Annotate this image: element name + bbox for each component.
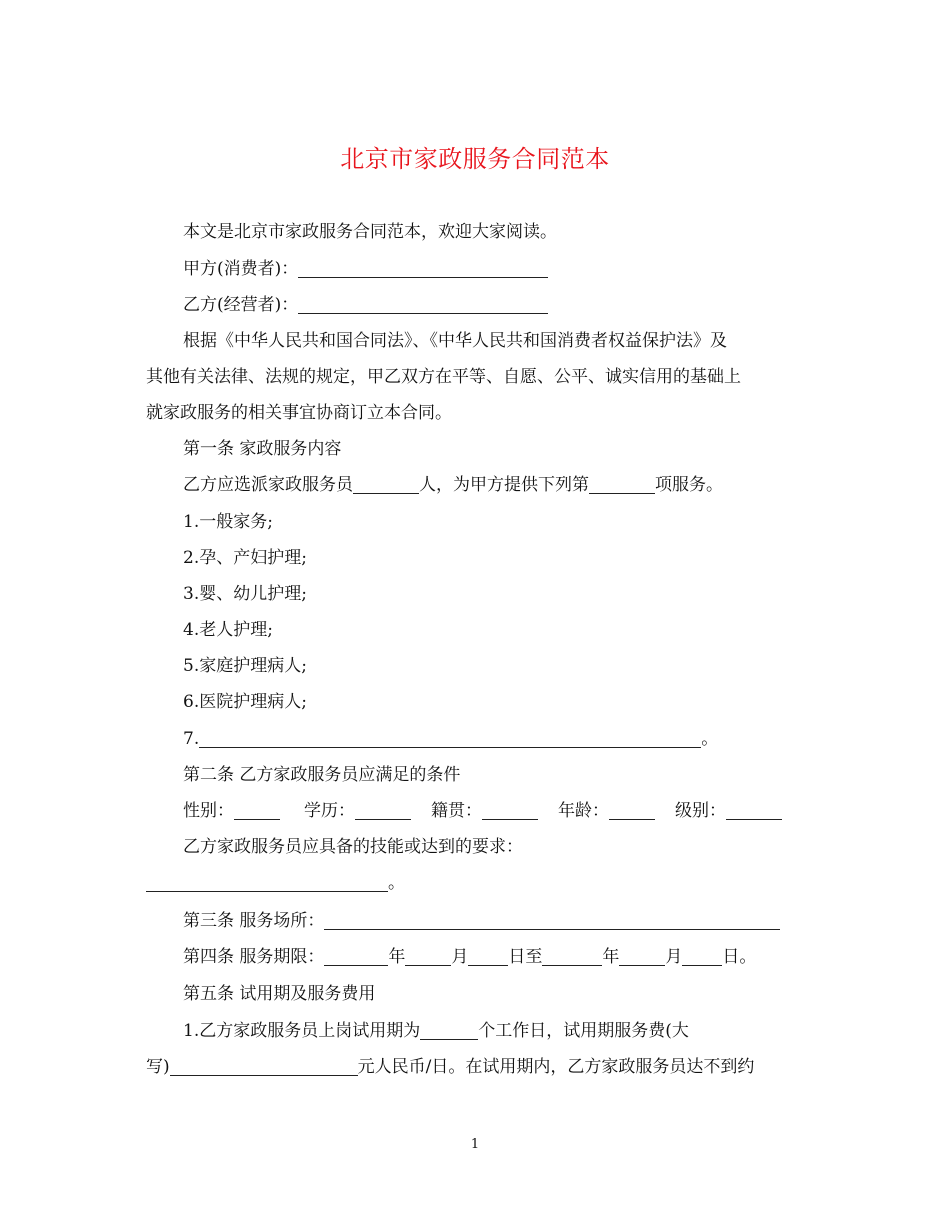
preamble-line-3: 就家政服务的相关事宜协商订立本合同。 <box>146 403 452 423</box>
skills-blank <box>146 869 388 892</box>
start-year: 年 <box>388 947 406 967</box>
item7-prefix: 7. <box>183 729 200 749</box>
trial-part-a: 1.乙方家政服务员上岗试用期为 <box>183 1021 421 1041</box>
gender-label: 性别： <box>183 801 234 821</box>
end-year: 年 <box>602 947 620 967</box>
trial-line-2 <box>146 1049 806 1085</box>
start-day-to: 日至 <box>508 947 543 967</box>
article-3-label: 第三条 服务场所： <box>183 911 325 931</box>
list-item: 3.婴、幼儿护理; <box>183 584 307 604</box>
party-a-blank <box>298 255 548 278</box>
service-location-blank <box>324 907 780 930</box>
skills-period: 。 <box>388 873 405 893</box>
article-2-title: 第二条 乙方家政服务员应满足的条件 <box>183 765 461 785</box>
article-1-title: 第一条 家政服务内容 <box>183 439 342 459</box>
preamble-line-1: 根据《中华人民共和国合同法》、《中华人民共和国消费者权益保护法》及 <box>183 331 727 351</box>
article-1-body <box>183 467 843 503</box>
trial-part-c: 写) <box>146 1057 170 1077</box>
age-blank <box>609 797 655 820</box>
skills-label: 乙方家政服务员应具备的技能或达到的要求： <box>183 837 523 857</box>
list-item: 4.老人护理; <box>183 620 273 640</box>
article-4-label: 第四条 服务期限： <box>183 947 325 967</box>
end-month-blank <box>619 943 665 966</box>
start-day-blank <box>468 943 508 966</box>
party-b-line <box>183 287 843 323</box>
art1-part-b: 人，为甲方提供下列第 <box>419 475 589 495</box>
art1-part-c: 项服务。 <box>655 475 723 495</box>
list-item: 6.医院护理病人; <box>183 692 307 712</box>
age-label: 年龄： <box>558 801 609 821</box>
skills-line <box>146 865 806 901</box>
article-3-line <box>183 903 803 939</box>
end-month: 月 <box>665 947 683 967</box>
party-a-label: 甲方(消费者)： <box>183 259 299 279</box>
end-day: 日。 <box>722 947 757 967</box>
preamble-line-2: 其他有关法律、法规的规定，甲乙双方在平等、自愿、公平、诚实信用的基础上 <box>146 367 741 387</box>
trial-line-1 <box>183 1013 803 1049</box>
intro-text: 本文是北京市家政服务合同范本，欢迎大家阅读。 <box>183 222 557 242</box>
gender-blank <box>234 797 280 820</box>
trial-days-blank <box>420 1017 478 1040</box>
item7-period: 。 <box>701 729 719 749</box>
origin-label: 籍贯： <box>431 801 482 821</box>
level-blank <box>726 797 782 820</box>
list-item: 2.孕、产妇护理; <box>183 548 307 568</box>
trial-part-b: 个工作日，试用期服务费(大 <box>478 1021 689 1041</box>
start-month: 月 <box>451 947 469 967</box>
party-b-label: 乙方(经营者)： <box>183 295 299 315</box>
education-blank <box>355 797 411 820</box>
party-a-line <box>183 251 843 287</box>
end-year-blank <box>542 943 602 966</box>
party-b-blank <box>298 291 548 314</box>
list-item: 1.一般家务; <box>183 512 273 532</box>
level-label: 级别： <box>675 801 726 821</box>
list-item: 5.家庭护理病人; <box>183 656 307 676</box>
article-5-title: 第五条 试用期及服务费用 <box>183 984 376 1004</box>
staff-count-blank <box>353 471 419 494</box>
education-label: 学历： <box>304 801 355 821</box>
article-4-line <box>183 939 803 975</box>
start-month-blank <box>405 943 451 966</box>
page-number: 1 <box>470 1137 480 1152</box>
list-item-7 <box>183 721 843 757</box>
art1-part-a: 乙方应选派家政服务员 <box>183 475 353 495</box>
trial-part-d: 元人民币/日。在试用期内，乙方家政服务员达不到约 <box>357 1057 755 1077</box>
origin-blank <box>482 797 538 820</box>
trial-fee-blank <box>170 1053 358 1076</box>
item7-blank <box>199 725 701 748</box>
conditions-line <box>183 793 803 829</box>
document-title: 北京市家政服务合同范本 <box>340 145 610 173</box>
start-year-blank <box>324 943 388 966</box>
service-item-blank <box>589 471 655 494</box>
end-day-blank <box>682 943 722 966</box>
